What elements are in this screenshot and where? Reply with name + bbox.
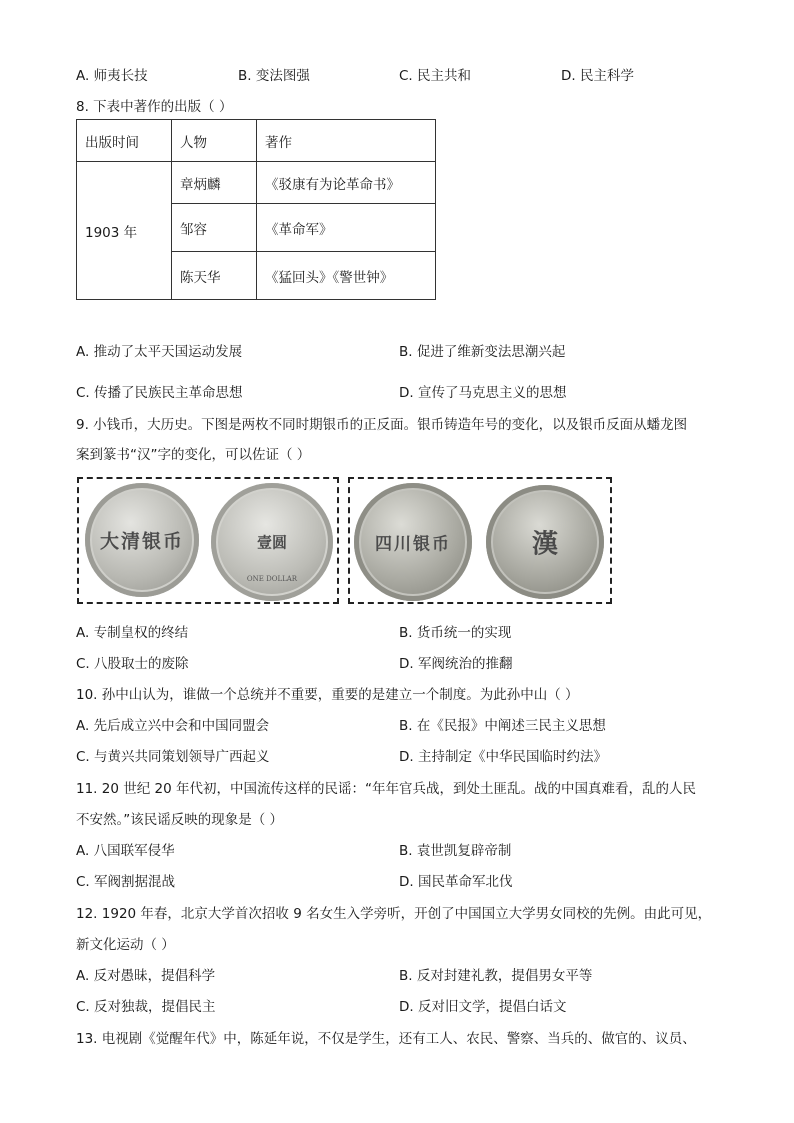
q11-option-a: A. 八国联军侵华 [76,843,175,859]
table-cell-work: 《革命军》 [257,204,436,252]
q8-option-d: D. 宣传了马克思主义的思想 [399,385,567,401]
coin-qing-obverse: 大清银币 [85,483,199,597]
table-cell-person: 邹容 [172,204,257,252]
q9-option-c: C. 八股取士的废除 [76,656,189,672]
table-cell-work: 《猛回头》《警世钟》 [257,252,436,300]
q10-stem: 10. 孙中山认为，谁做一个总统并不重要，重要的是建立一个制度。为此孙中山（ ） [76,687,579,703]
table-header-year: 出版时间 [77,120,172,162]
q10-option-c: C. 与黄兴共同策划领导广西起义 [76,749,270,765]
q9-option-d: D. 军阀统治的推翻 [399,656,513,672]
q11-stem-line2: 不安然。”该民谣反映的现象是（ ） [76,812,284,828]
q7-option-c: C. 民主共和 [399,68,472,84]
table-header-person: 人物 [172,120,257,162]
q12-option-d: D. 反对旧文学，提倡白话文 [399,999,567,1015]
q12-stem-line1: 12. 1920 年春，北京大学首次招收 9 名女生入学旁听，开创了中国国立大学男女同校的先例。由此可见， [76,906,712,922]
q8-option-a: A. 推动了太平天国运动发展 [76,344,243,360]
table-cell-work: 《驳康有为论革命书》 [257,162,436,204]
q10-option-d: D. 主持制定《中华民国临时约法》 [399,749,607,765]
q8-stem: 8. 下表中著作的出版（ ） [76,99,233,115]
q9-option-b: B. 货币统一的实现 [399,625,512,641]
q7-option-a: A. 师夷长技 [76,68,148,84]
q11-option-c: C. 军阀割据混战 [76,874,176,890]
q9-option-a: A. 专制皇权的终结 [76,625,189,641]
coin-dollar-legend: ONE DOLLAR [246,575,298,583]
table-cell-person: 陈天华 [172,252,257,300]
q7-option-b: B. 变法图强 [238,68,310,84]
q12-stem-line2: 新文化运动（ ） [76,937,175,953]
q8-option-b: B. 促进了维新变法思潮兴起 [399,344,566,360]
coin-image-group-qing [77,477,339,604]
table-header-work: 著作 [257,120,436,162]
q11-option-b: B. 袁世凯复辟帝制 [399,843,512,859]
table-cell-year: 1903 年 [77,162,172,300]
q8-works-table [76,119,436,300]
coin-qing-reverse: 壹圆 ONE DOLLAR [211,483,333,601]
q12-option-c: C. 反对独裁，提倡民主 [76,999,216,1015]
q11-option-d: D. 国民革命军北伐 [399,874,513,890]
q13-stem-line1: 13. 电视剧《觉醒年代》中，陈延年说，不仅是学生，还有工人、农民、警察、当兵的、做官的、议员、 [76,1031,696,1047]
table-cell-person: 章炳麟 [172,162,257,204]
q7-option-d: D. 民主科学 [561,68,634,84]
q12-option-a: A. 反对愚昧，提倡科学 [76,968,216,984]
q10-option-b: B. 在《民报》中阐述三民主义思想 [399,718,606,734]
coin-image-group-sichuan [348,477,612,604]
q10-option-a: A. 先后成立兴中会和中国同盟会 [76,718,270,734]
coin-sichuan-obverse: 四川银币 [354,483,472,601]
q12-option-b: B. 反对封建礼教，提倡男女平等 [399,968,593,984]
q9-stem-line1: 9. 小钱币，大历史。下图是两枚不同时期银币的正反面。银币铸造年号的变化，以及银币反面从蟠龙图 [76,417,688,433]
q11-stem-line1: 11. 20 世纪 20 年代初，中国流传这样的民谣：“年年官兵战，到处土匪乱。战的中国真难看，乱的人民 [76,781,696,797]
coin-sichuan-reverse: 漢 [486,485,604,599]
q8-option-c: C. 传播了民族民主革命思想 [76,385,243,401]
q9-stem-line2: 案到篆书“汉”字的变化，可以佐证（ ） [76,447,311,463]
